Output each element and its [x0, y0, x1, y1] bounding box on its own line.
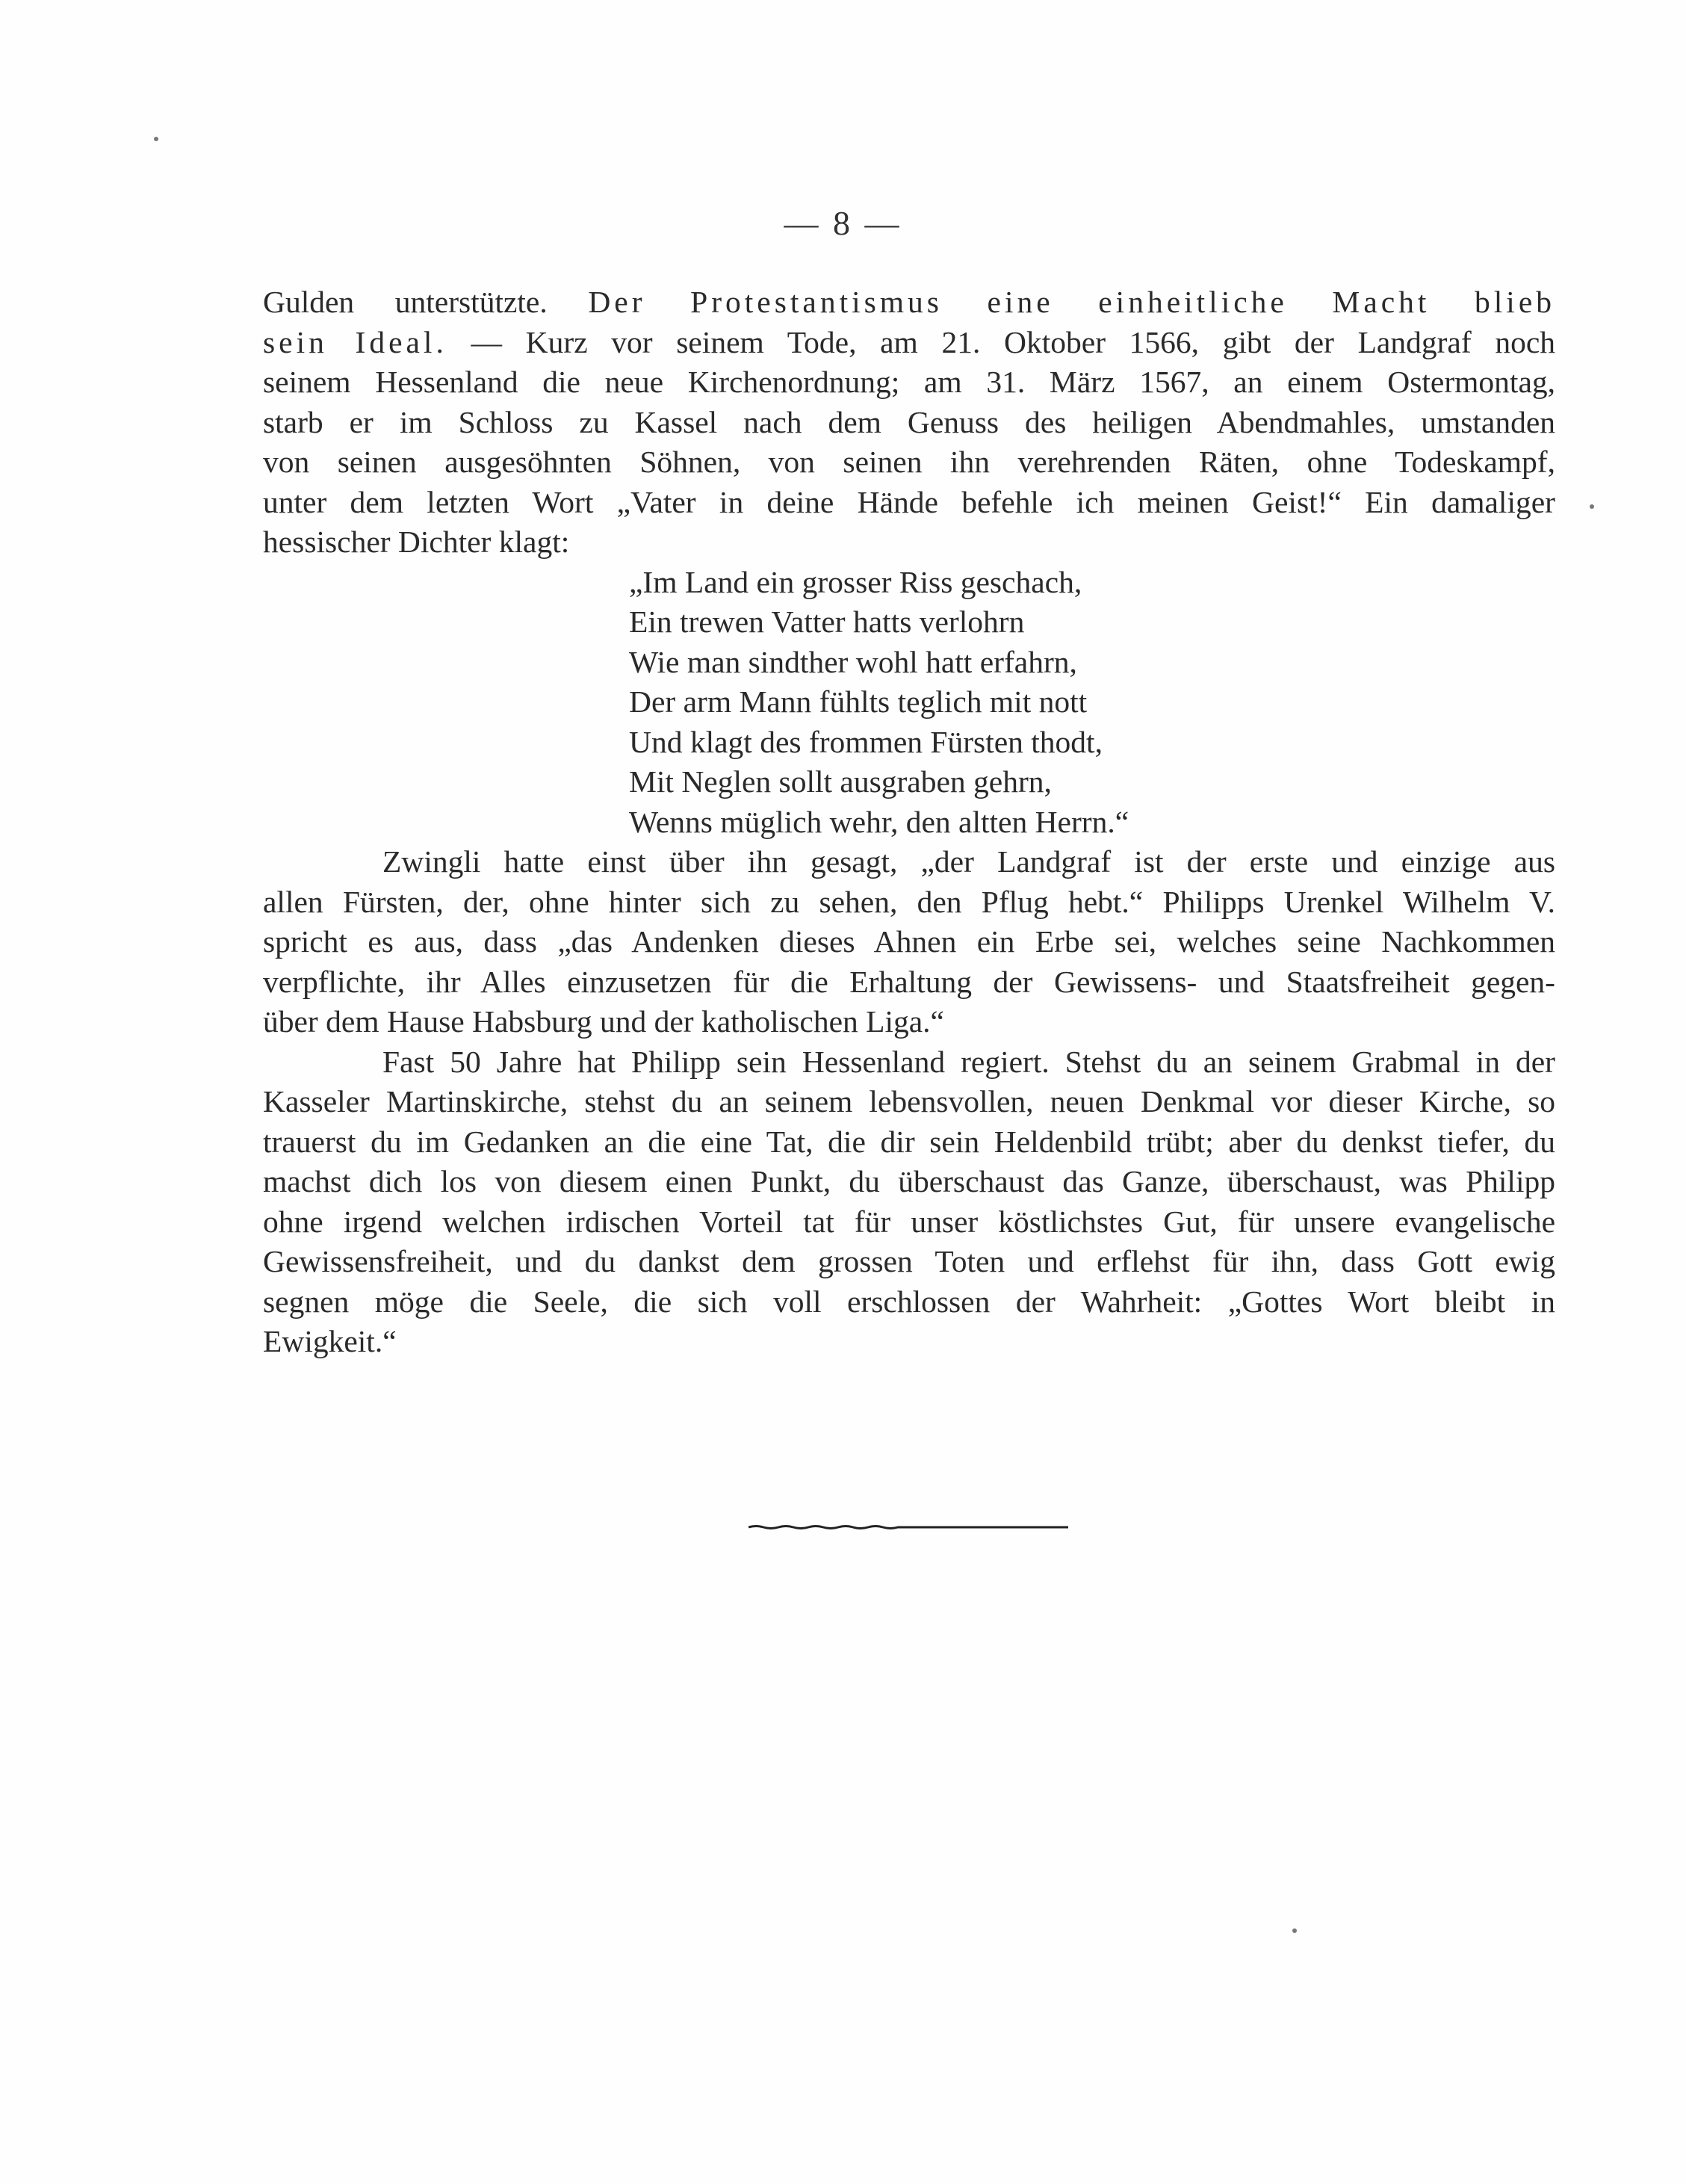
text-line: allen Fürsten, der, ohne hinter sich zu sehen, den Pflug hebt.“ Philipps Urenkel Wilhelm V. [263, 884, 1555, 919]
text-line: von seinen ausgesöhnten Söhnen, von seinen ihn verehrenden Räten, ohne Todeskampf, [263, 445, 1555, 479]
text-line: Fast 50 Jahre hat Philipp sein Hessenland regiert. Stehst du an seinem Grabmal in der [382, 1044, 1555, 1079]
emphasized-text: sein Ideal. [263, 324, 447, 359]
print-speck [1292, 1928, 1297, 1933]
verse-quote [263, 563, 1555, 843]
paragraph-2 [263, 842, 1555, 1042]
text-segment: — Kurz vor seinem Tode, am 21. Oktober 1566, gibt der Landgraf noch [471, 324, 1555, 359]
text-line: trauerst du im Gedanken an die eine Tat, die dir sein Heldenbild trübt; aber du denkst tiefer, du [263, 1124, 1555, 1159]
body-text [263, 282, 1555, 1362]
text-line: starb er im Schloss zu Kassel nach dem Genuss des heiligen Abendmahles, umstanden [263, 404, 1555, 439]
closing-ornament [749, 1524, 1068, 1530]
verse-line: Mit Neglen sollt ausgraben gehrn, [629, 764, 1052, 799]
verse-line: Der arm Mann fühlts teglich mit nott [629, 684, 1088, 719]
verse-line: Wie man sindther wohl hatt erfahrn, [629, 644, 1077, 679]
text-line: segnen möge die Seele, die sich voll erschlossen der Wahrheit: „Gottes Wort bleibt in [263, 1284, 1555, 1319]
verse-line: Und klagt des frommen Fürsten thodt, [629, 724, 1103, 759]
text-line: ohne irgend welchen irdischen Vorteil tat für unser köstlichstes Gut, für unsere evangelische [263, 1204, 1555, 1239]
text-line: unter dem letzten Wort „Vater in deine Hände befehle ich meinen Geist!“ Ein damaliger [263, 484, 1555, 519]
text-line: Ewigkeit.“ [263, 1324, 397, 1358]
text-line: verpflichte, ihr Alles einzusetzen für die Erhaltung der Gewissens- und Staatsfreiheit gegen- [263, 964, 1555, 999]
text-line: spricht es aus, dass „das Andenken dieses Ahnen ein Erbe sei, welches seine Nachkommen [263, 924, 1555, 959]
text-segment: Gulden unterstützte. [263, 285, 548, 319]
emphasized-text: Der Protestantismus eine einheitliche Macht blieb [588, 285, 1555, 319]
text-line: Gewissensfreiheit, und du dankst dem grossen Toten und erflehst für ihn, dass Gott ewig [263, 1244, 1555, 1278]
verse-line: „Im Land ein grosser Riss geschach, [629, 564, 1082, 599]
text-line: Zwingli hatte einst über ihn gesagt, „der Landgraf ist der erste und einzige aus [382, 844, 1555, 879]
verse-line: Wenns müglich wehr, den altten Herrn.“ [629, 804, 1129, 839]
text-line: hessischer Dichter klagt: [263, 525, 570, 559]
text-line: seinem Hessenland die neue Kirchenordnung; am 31. März 1567, an einem Ostermontag, [263, 365, 1555, 399]
paragraph-3 [263, 1042, 1555, 1362]
print-speck [1590, 504, 1594, 509]
verse-line: Ein trewen Vatter hatts verlohrn [629, 604, 1025, 639]
text-line: Kasseler Martinskirche, stehst du an seinem lebensvollen, neuen Denkmal vor dieser Kirche, so [263, 1084, 1555, 1119]
text-line [263, 323, 1555, 363]
print-speck [154, 137, 158, 141]
text-line: machst dich los von diesem einen Punkt, du überschaust das Ganze, überschaust, was Philipp [263, 1164, 1555, 1198]
text-line [263, 282, 1555, 323]
page-number: — 8 — [784, 204, 902, 242]
text-line: über dem Hause Habsburg und der katholischen Liga.“ [263, 1004, 944, 1039]
paragraph-1 [263, 282, 1555, 563]
